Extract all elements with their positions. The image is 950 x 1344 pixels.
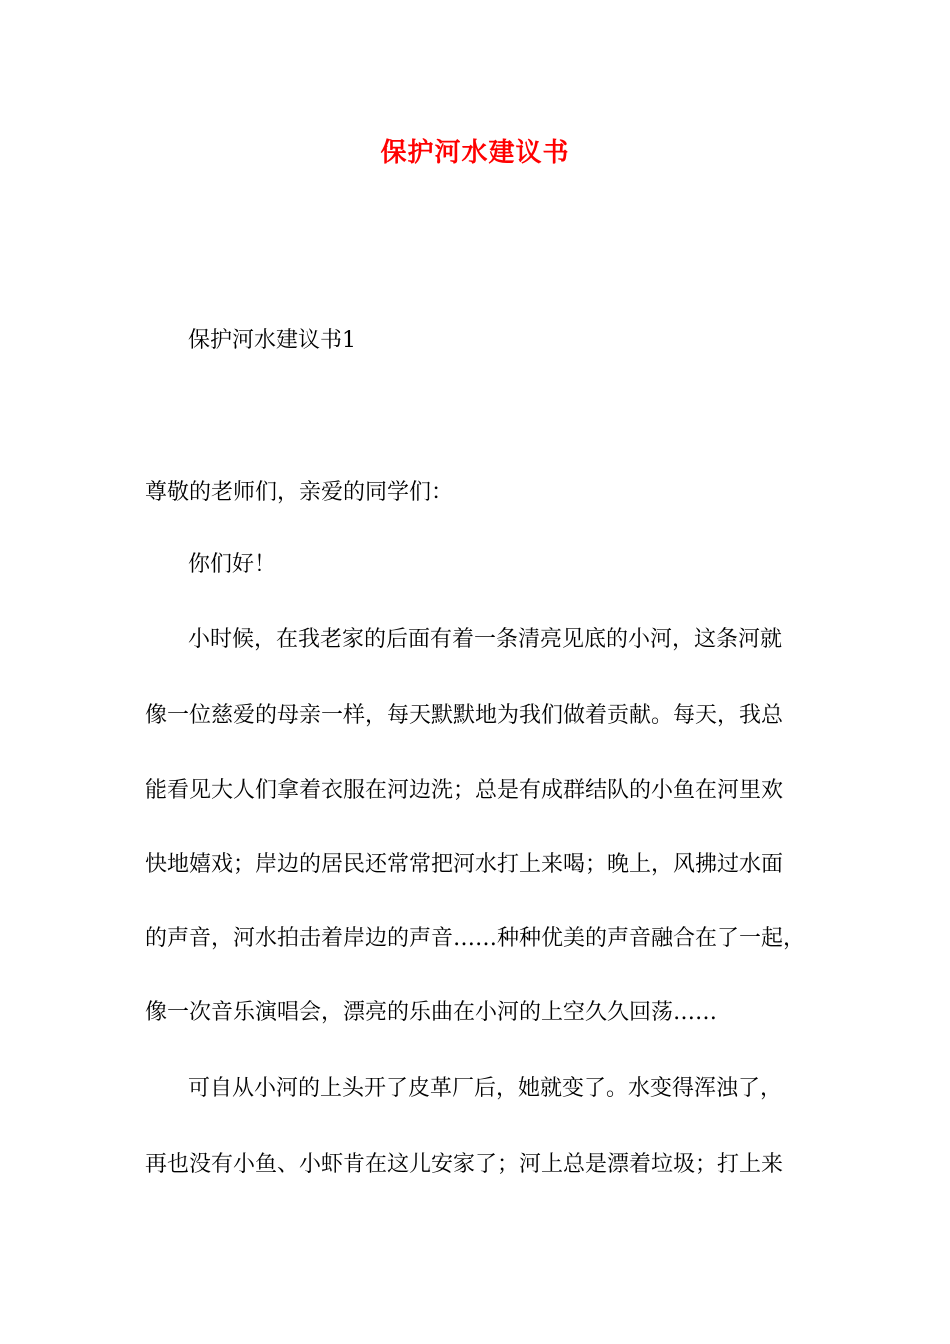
paragraph1-line: 能看见大人们拿着衣服在河边洗；总是有成群结队的小鱼在河里欢 (145, 778, 784, 803)
paragraph2-line: 再也没有小鱼、小虾肯在这儿安家了；河上总是漂着垃圾；打上来 (145, 1152, 784, 1177)
salutation: 尊敬的老师们，亲爱的同学们： (145, 480, 454, 505)
document-title: 保护河水建议书 (380, 138, 570, 168)
paragraph1-line: 小时候，在我老家的后面有着一条清亮见底的小河，这条河就 (188, 627, 783, 652)
paragraph1-line: 像一次音乐演唱会，漂亮的乐曲在小河的上空久久回荡…… (145, 1000, 718, 1025)
greeting: 你们好！ (188, 552, 277, 577)
paragraph2-line: 可自从小河的上头开了皮革厂后，她就变了。水变得浑浊了， (188, 1076, 783, 1101)
paragraph1-line: 像一位慈爱的母亲一样，每天默默地为我们做着贡献。每天，我总 (145, 703, 784, 728)
paragraph1-line: 快地嬉戏；岸边的居民还常常把河水打上来喝；晚上，风拂过水面 (145, 852, 784, 877)
document-subtitle: 保护河水建议书1 (188, 328, 356, 353)
paragraph1-line: 的声音，河水拍击着岸边的声音……种种优美的声音融合在了一起， (145, 926, 806, 951)
